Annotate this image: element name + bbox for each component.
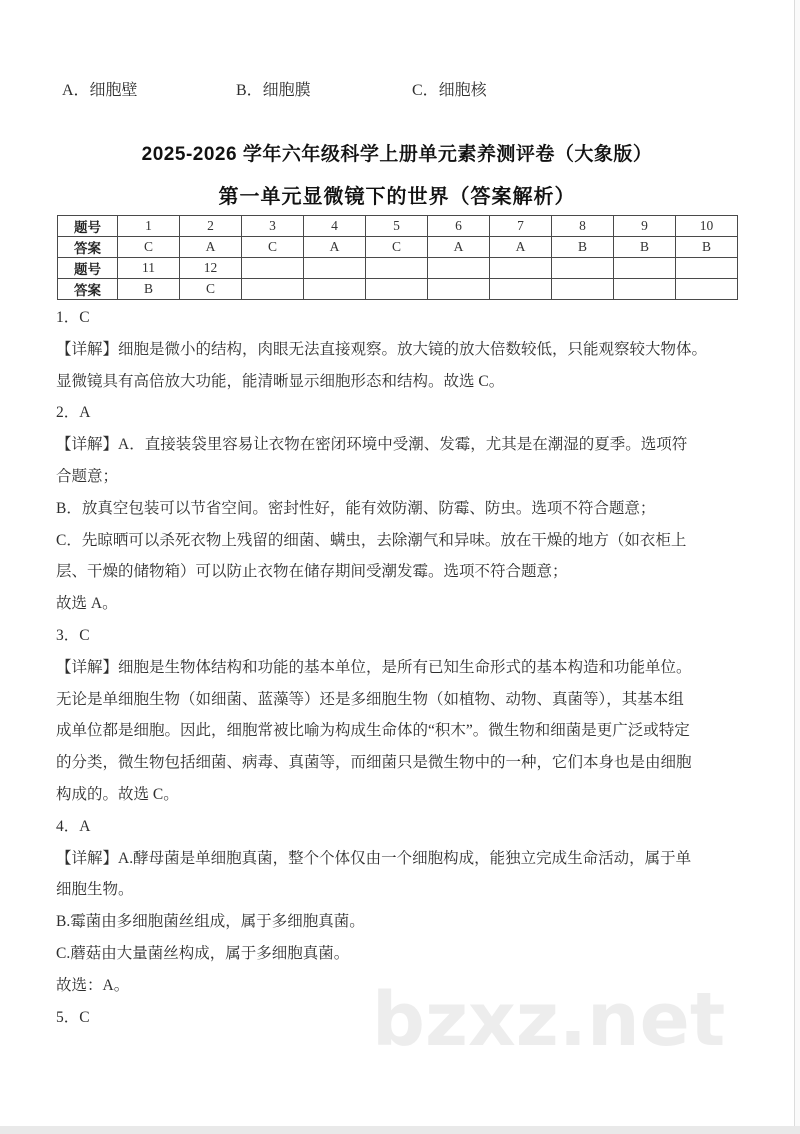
- section-title: 第一单元显微镜下的世界（答案解析）: [218, 186, 576, 208]
- row-header-cell: 题号: [58, 258, 118, 279]
- answer-cell: 4: [304, 216, 366, 237]
- explanation-line: B．放真空包装可以节省空间。密封性好，能有效防潮、防霉、防虫。选项不符合题意；: [56, 499, 656, 517]
- answer-cell: C: [242, 237, 304, 258]
- answer-cell: 3: [242, 216, 304, 237]
- answer-cell: A: [490, 237, 552, 258]
- row-header-cell: 答案: [58, 237, 118, 258]
- answer-cell: C: [366, 237, 428, 258]
- answer-cell: [242, 279, 304, 300]
- answer-cell: [304, 258, 366, 279]
- answer-cell: C: [118, 237, 180, 258]
- explanation-line: 【详解】A.酵母菌是单细胞真菌，整个个体仅由一个细胞构成，能独立完成生命活动，属于单: [56, 849, 692, 867]
- row-header-cell: 答案: [58, 279, 118, 300]
- answer-cell: [366, 258, 428, 279]
- explanation-line: 细胞生物。: [56, 881, 134, 899]
- explanation-line: 显微镜具有高倍放大功能，能清晰显示细胞形态和结构。故选 C。: [56, 372, 505, 390]
- explanation-line: 合题意；: [56, 467, 119, 485]
- answer-cell: [676, 258, 738, 279]
- answer-table: [57, 215, 738, 300]
- answer-cell: 9: [614, 216, 676, 237]
- answer-cell: 7: [490, 216, 552, 237]
- answer-cell: B: [676, 237, 738, 258]
- exam-title: 2025-2026 学年六年级科学上册单元素养测评卷（大象版）: [141, 144, 653, 165]
- explanation-line: 4．A: [56, 817, 91, 835]
- answer-cell: 2: [180, 216, 242, 237]
- option-b: B．细胞膜: [236, 82, 311, 99]
- answer-cell: 11: [118, 258, 180, 279]
- answer-table-row: [58, 237, 738, 258]
- answer-cell: B: [118, 279, 180, 300]
- answer-cell: A: [180, 237, 242, 258]
- answer-cell: B: [552, 237, 614, 258]
- answer-cell: 10: [676, 216, 738, 237]
- explanation-line: 【详解】A．直接装袋里容易让衣物在密闭环境中受潮、发霉，尤其是在潮湿的夏季。选项符: [56, 436, 688, 454]
- answer-cell: [614, 258, 676, 279]
- answer-cell: A: [304, 237, 366, 258]
- explanations-block: [56, 302, 750, 1033]
- explanation-line: 层、干燥的储物箱）可以防止衣物在储存期间受潮发霉。选项不符合题意；: [56, 563, 568, 581]
- row-header-cell: 题号: [58, 216, 118, 237]
- answer-cell: 8: [552, 216, 614, 237]
- answer-cell: B: [614, 237, 676, 258]
- answer-cell: 12: [180, 258, 242, 279]
- explanation-line: 故选 A。: [56, 595, 118, 613]
- explanation-line: 无论是单细胞生物（如细菌、蓝藻等）还是多细胞生物（如植物、动物、真菌等），其基本组: [56, 690, 684, 708]
- page-bottom-edge: [0, 1126, 800, 1134]
- answer-cell: [366, 279, 428, 300]
- explanation-line: C．先晾晒可以杀死衣物上残留的细菌、螨虫，去除潮气和异味。放在干燥的地方（如衣柜上: [56, 531, 687, 549]
- answer-cell: [552, 258, 614, 279]
- page-right-edge: [794, 0, 800, 1134]
- answer-cell: [552, 279, 614, 300]
- explanation-line: 5．C: [56, 1008, 90, 1026]
- answer-table-row: [58, 279, 738, 300]
- explanation-line: B.霉菌由多细胞菌丝组成，属于多细胞真菌。: [56, 913, 365, 931]
- explanation-line: 【详解】细胞是微小的结构，肉眼无法直接观察。放大镜的放大倍数较低，只能观察较大物体。: [56, 340, 708, 358]
- answer-cell: C: [180, 279, 242, 300]
- option-c: C．细胞核: [412, 82, 487, 99]
- explanation-line: 1．C: [56, 309, 90, 326]
- answer-cell: [676, 279, 738, 300]
- explanation-line: 3．C: [56, 626, 90, 644]
- answer-table-row: [58, 216, 738, 237]
- answer-cell: [304, 279, 366, 300]
- answer-cell: [428, 279, 490, 300]
- explanation-line: 成单位都是细胞。因此，细胞常被比喻为构成生命体的“积木”。微生物和细菌是更广泛或特定: [56, 722, 690, 740]
- explanation-line: 的分类，微生物包括细菌、病毒、真菌等，而细菌只是微生物中的一种，它们本身也是由细胞: [56, 754, 692, 772]
- question-options-row: [0, 81, 760, 103]
- explanation-line: 故选：A。: [56, 976, 130, 994]
- explanation-line: 构成的。故选 C。: [56, 785, 179, 803]
- answer-cell: [614, 279, 676, 300]
- answer-cell: A: [428, 237, 490, 258]
- answer-cell: 5: [366, 216, 428, 237]
- answer-table-row: [58, 258, 738, 279]
- explanation-line: 【详解】细胞是生物体结构和功能的基本单位，是所有已知生命形式的基本构造和功能单位。: [56, 658, 692, 676]
- explanation-line: 2．A: [56, 404, 91, 422]
- answer-cell: [428, 258, 490, 279]
- answer-cell: [242, 258, 304, 279]
- answer-cell: 1: [118, 216, 180, 237]
- explanation-line: C.蘑菇由大量菌丝构成，属于多细胞真菌。: [56, 944, 350, 962]
- answer-cell: [490, 258, 552, 279]
- watermark: bzxz.net: [372, 977, 726, 1063]
- answer-cell: [490, 279, 552, 300]
- answer-cell: 6: [428, 216, 490, 237]
- option-a: A．细胞壁: [62, 82, 138, 99]
